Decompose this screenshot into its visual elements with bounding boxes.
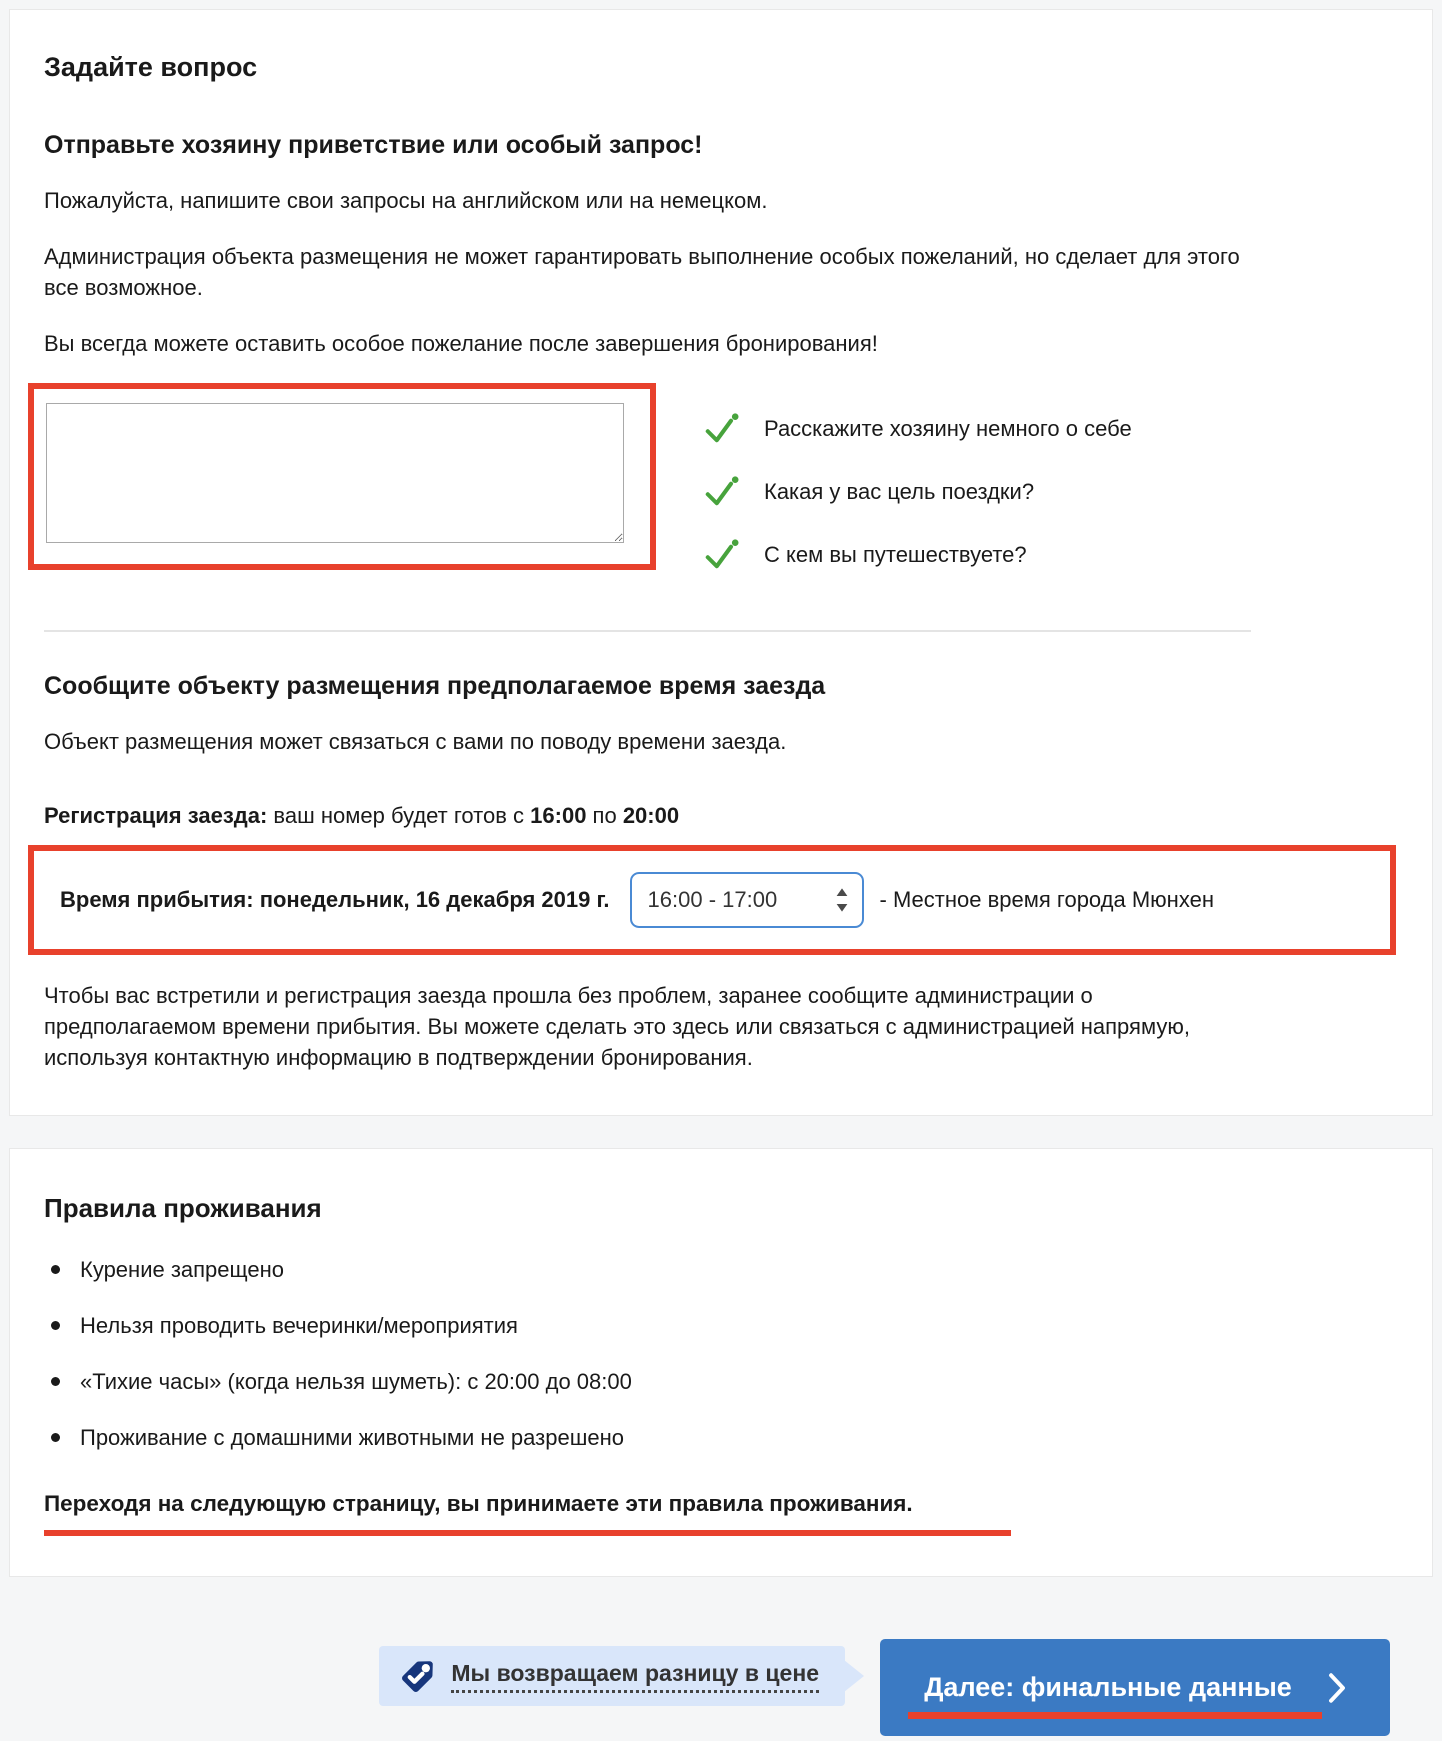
arrival-time-annotation-box: [28, 845, 1396, 955]
arrival-time-selected-value: 16:00 - 17:00: [647, 887, 778, 912]
checkin-label: Регистрация заезда:: [44, 803, 268, 828]
checkin-text: ваш номер будет готов с: [267, 803, 531, 828]
house-rule-item: «Тихие часы» (когда нельзя шуметь): с 20:00 до 08:00: [44, 1366, 1398, 1397]
footer-action-bar: [379, 1639, 1390, 1736]
checkmark-icon: [702, 474, 742, 510]
next-final-details-button[interactable]: [880, 1639, 1390, 1736]
tips-list: [702, 383, 1132, 600]
checkin-text-between: по: [586, 803, 623, 828]
acceptance-underline-annotation: [44, 1530, 1011, 1536]
price-match-label: Мы возвращаем разницу в цене: [451, 1660, 819, 1693]
tip-item: [702, 537, 1132, 573]
arrival-time-label: Время прибытия: понедельник, 16 декабря 2019 г.: [60, 887, 610, 912]
house-rule-item: Проживание с домашними животными не разрешено: [44, 1422, 1398, 1453]
ask-question-card: [9, 9, 1433, 1116]
house-rules-list: [44, 1254, 1398, 1453]
next-button-label: Далее: финальные данные: [924, 1672, 1292, 1702]
checkin-from-time: 16:00: [530, 803, 587, 828]
arrival-note: Чтобы вас встретили и регистрация заезда прошла без проблем, заранее сообщите администрации о предполагаемом времени прибытия. Вы можете сделать это здесь или связаться с администрацией напрямую, используя контактную информацию в подтверждении бронирования.: [44, 983, 1190, 1070]
house-rule-item: Курение запрещено: [44, 1254, 1398, 1285]
arrival-heading: Сообщите объекту размещения предполагаемое время заезда: [44, 672, 826, 700]
chevron-right-icon: [1328, 1673, 1346, 1703]
tip-item: [702, 474, 1132, 510]
tip-text: Какая у вас цель поездки?: [764, 479, 1035, 504]
button-underline-annotation: [908, 1712, 1322, 1719]
special-request-textarea[interactable]: [46, 403, 624, 543]
house-rules-title: Правила проживания: [44, 1193, 322, 1223]
paragraph-admin: Администрация объекта размещения не может гарантировать выполнение особых пожеланий, но сделает для этого все возможное.: [44, 244, 1240, 300]
price-match-badge[interactable]: [379, 1646, 845, 1706]
paragraph-later: Вы всегда можете оставить особое пожелание после завершения бронирования!: [44, 331, 878, 356]
checkin-to-time: 20:00: [622, 803, 680, 828]
tip-text: С кем вы путешествуете?: [764, 542, 1027, 567]
checkmark-icon: [702, 411, 742, 447]
rules-acceptance-note: Переходя на следующую страницу, вы принимаете эти правила проживания.: [44, 1491, 913, 1516]
ask-question-title: Задайте вопрос: [44, 52, 258, 82]
tip-text: Расскажите хозяину немного о себе: [764, 416, 1132, 441]
tip-item: [702, 411, 1132, 447]
house-rule-item: Нельзя проводить вечеринки/мероприятия: [44, 1310, 1398, 1341]
message-row: [44, 383, 1398, 600]
checkmark-icon: [702, 537, 742, 573]
select-spinner-icon: [835, 887, 849, 913]
timezone-note: - Местное время города Мюнхен: [879, 887, 1214, 912]
greeting-heading: Отправьте хозяину приветствие или особый запрос!: [44, 131, 703, 159]
arrival-time-select[interactable]: [630, 872, 864, 928]
price-tag-check-icon: [399, 1658, 436, 1695]
paragraph-language: Пожалуйста, напишите свои запросы на английском или на немецком.: [44, 188, 768, 213]
arrival-intro: Объект размещения может связаться с вами по поводу времени заезда.: [44, 729, 787, 754]
house-rules-card: [9, 1148, 1433, 1577]
checkin-info-line: [44, 803, 1398, 829]
section-divider: [44, 630, 1251, 632]
textarea-annotation-box: [28, 383, 656, 570]
